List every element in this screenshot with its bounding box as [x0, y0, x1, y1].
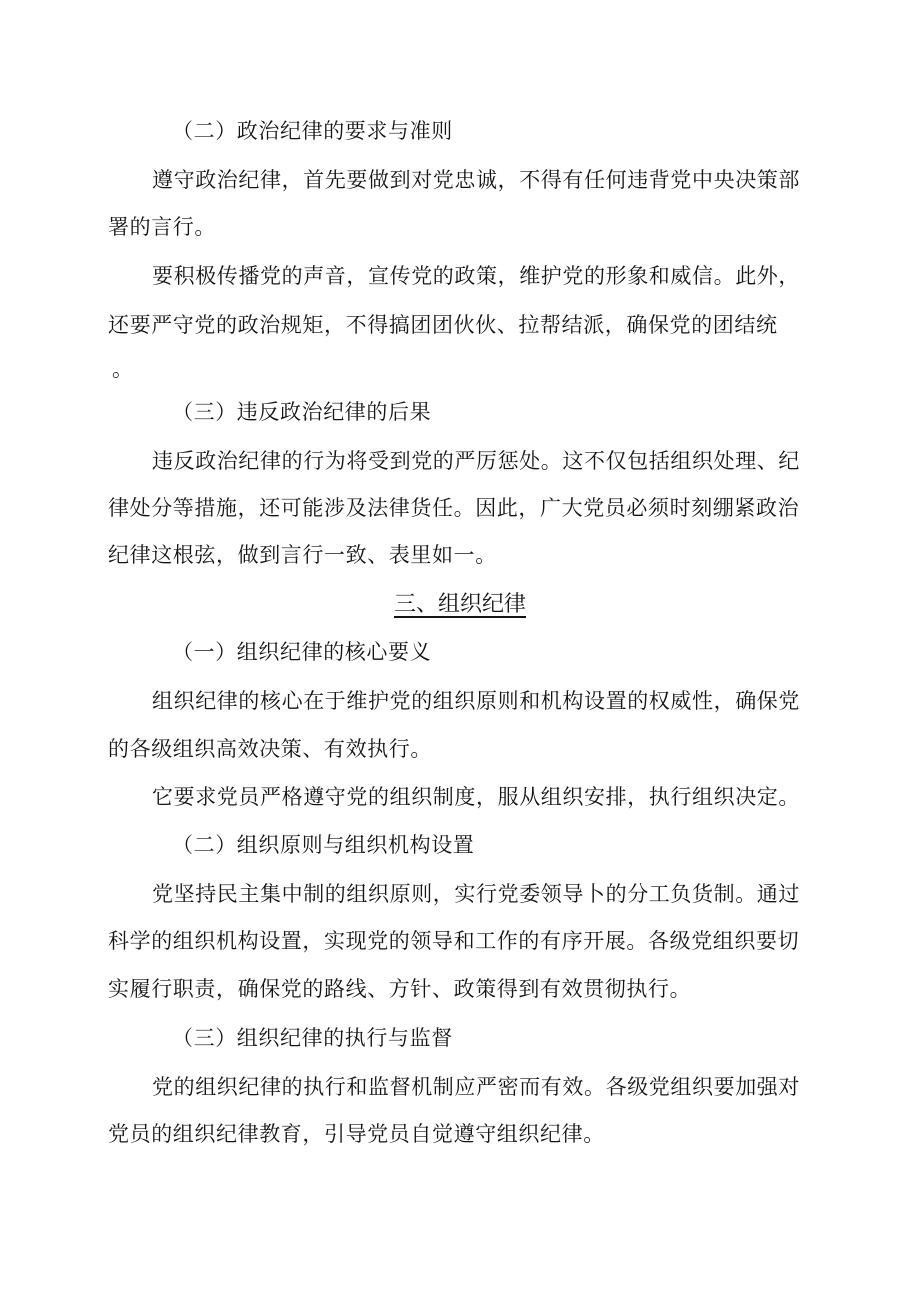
paragraph-line: 要积极传播党的声音，宣传党的政策，维护党的形象和威信。此外， [152, 264, 800, 288]
subheading-organizational-core: （一）组织纪律的核心要义 [172, 640, 432, 664]
paragraph-line: 的各级组织高效决策、有效执行。 [108, 737, 432, 761]
subheading-violation-consequences: （三）违反政治纪律的后果 [172, 400, 432, 424]
paragraph-line: 党坚持民主集中制的组织原则，实行党委领导卜的分工负货制。通过 [152, 882, 800, 906]
paragraph-line: 党员的组织纪律教育，引导党员自觉遵守组织纪律。 [108, 1122, 605, 1146]
paragraph-line: 署的言行。 [108, 215, 216, 239]
paragraph-line: 科学的组织机构设置，实现党的领导和工作的有序开展。各级党组织要切 [108, 929, 800, 953]
paragraph-line: 还要严守党的政治规矩，不得搞团团伙伙、拉帮结派，确保党的团结统 [108, 313, 778, 337]
paragraph-line: 。 [112, 357, 134, 381]
paragraph-line: 律处分等措施，还可能涉及法律货任。因此，广大党员必须时刻绷紧政治 [108, 496, 800, 520]
subheading-execution-supervision: （三）组织纪律的执行与监督 [172, 1026, 453, 1050]
section-heading-text: 三、组织纪律 [393, 592, 526, 617]
paragraph-line: 实履行职责，确保党的路线、方针、政策得到有效贯彻执行。 [108, 977, 692, 1001]
subheading-political-discipline-requirements: （二）政治纪律的要求与准则 [172, 119, 453, 143]
paragraph-line: 党的组织纪律的执行和监督机制应严密而有效。各级党组织要加强对 [152, 1075, 800, 1099]
paragraph-line: 它要求党员严格遵守党的组织制度，服从组织安排，执行组织决定。 [152, 785, 800, 809]
section-heading [0, 590, 920, 620]
paragraph-line: 纪律这根弦，做到言行一致、表里如一。 [108, 543, 497, 567]
subheading-organizational-principles: （二）组织原则与组织机构设置 [172, 833, 475, 857]
paragraph-line: 遵守政治纪律，首先要做到对党忠诚，不得有任何违背党中央决策部 [152, 168, 800, 192]
paragraph-line: 组织纪律的核心在于维护党的组织原则和机构设置的权威性，确保党 [152, 689, 800, 713]
paragraph-line: 违反政治纪律的行为将受到党的严厉惩处。这不仅包括组织处理、纪 [152, 449, 800, 473]
